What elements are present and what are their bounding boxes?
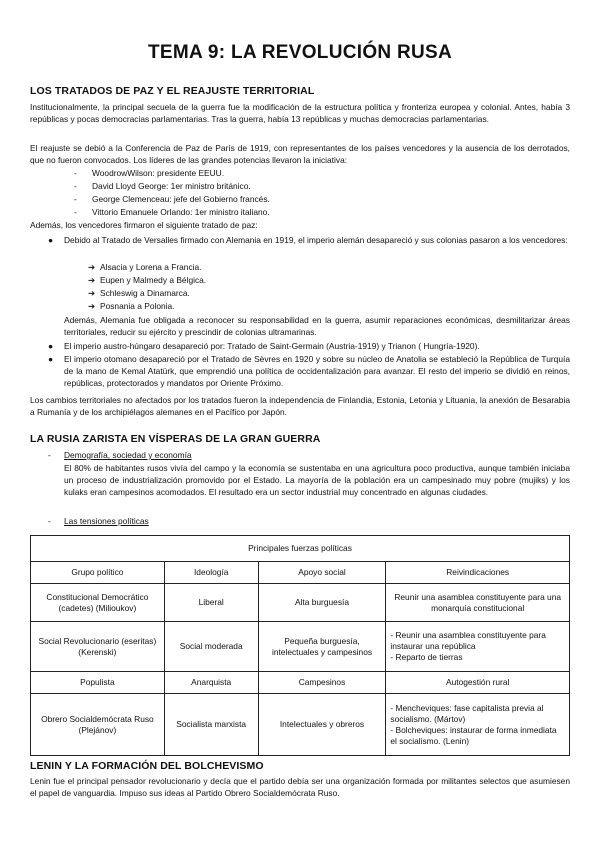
table-cell: Populista [31,672,165,694]
table-cell: Obrero Socialdemócrata Ruso (Plejánov) [31,694,165,756]
paragraph: Además, Alemania fue obligada a reconocer su responsabilidad en la guerra, asumir reparaciones económicas, desmilitarizar áreas territoriales, reducir su ejército y prescindir de colonias ultramarinas. [64,315,570,338]
arrow-icon: ➔ [88,288,96,298]
column-header: Grupo político [31,562,165,584]
table-cell: Intelectuales y obreros [258,694,386,756]
page-title: TEMA 9: LA REVOLUCIÓN RUSA [147,42,453,63]
bullet-icon: ● [48,341,54,351]
arrow-icon: ➔ [88,262,96,272]
section-heading-lenin: LENIN Y LA FORMACIÓN DEL BOLCHEVISMO [30,760,264,772]
table-row [31,584,570,622]
table-row [31,694,570,756]
paragraph: El 80% de habitantes rusos vivía del campo y la economía se sustentaba en una agricultura poco productiva, aunque también iniciaba un proceso de industrialización promovido por el Estado. La mayoría de la población era un campesinado muy pobre (mujiks) y los kulaks eran campesinos acomodados. El resultado era un sector industrial muy concentrado en algunas ciudades. [64,463,570,498]
table-cell: Reunir una asamblea constituyente para una monarquía constitucional [386,584,570,622]
table-cell: - Reunir una asamblea constituyente para instaurar una república - Reparto de tierras [386,622,570,672]
table-cell: Alta burguesía [258,584,386,622]
table-cell: Anarquista [164,672,258,694]
column-header: Ideología [164,562,258,584]
table-cell: - Mencheviques: fase capitalista previa al socialismo. (Mártov) - Bolcheviques: instaurar de forma inmediata el socialismo. (Lenin) [386,694,570,756]
bullet-icon: ● [48,235,54,245]
section-heading-treaties: LOS TRATADOS DE PAZ Y EL REAJUSTE TERRITORIAL [30,85,315,97]
bullet-icon: ● [48,354,54,364]
document-page: TEMA 9: LA REVOLUCIÓN RUSA LOS TRATADOS DE PAZ Y EL REAJUSTE TERRITORIAL Institucionalmente, la principal secuela de la guerra fue la modificación de la estructura política y fronteriza europea y colonial. Antes, había 3 repúblicas y pocas democracias parlamentarias. Tras la guerra, había 13 repúblicas y muchas democracias parlamentarias. El reajuste se debió a la Conferencia de Paz de París de 1919, con representantes de los países vencedores y la ausencia de los derrotados, que no fueron convocados. Los líderes de las grandes potencias llevaron la iniciativa: - WoodrowWilson: presidente EEUU. - David Lloyd George: 1er ministro británico. - George Clemenceau: jefe del Gobierno francés. - Vittorio Emanuele Orlando: 1er ministro italiano. Además, los vencedores firmaron el siguiente tratado de paz: ● Debido al Tratado de Versalles firmado con Alemania en 1919, el imperio alemán desapareció y sus colonias pasaron a los vencedores: ➔ Alsacia y Lorena a Francia. ➔ Eupen y Malmedy a Bélgica. ➔ Schleswig a Dinamarca. ➔ Posnania a Polonia. Además, Alemania fue obligada a reconocer su responsabilidad en la guerra, asumir reparaciones económicas, desmilitarizar áreas territoriales, reducir su ejército y prescindir de colonias ultramarinas. ● El imperio austro-húngaro desapareció por: Tratado de Saint-Germain (Austria-1919) y Trianon ( Hungría-1920). ● El imperio otomano desapareció por el Tratado de Sèvres en 1920 y sobre su núcleo de Anatolia se estableció la República de Turquía de la mano de Kemal Atatürk, que emprendió una política de occidentalización para avanzar. El resto del imperio se dividió en reinos, repúblicas, protectorados y mandatos por Oriente Próximo. Los cambios territoriales no afectados por los tratados fueron la independencia de Finlandia, Estonia, Letonia y Lituania, la anexión de Besarabia a Rumanía y de los archipiélagos alemanes en el Pacífico por Japón. LA RUSIA ZARISTA EN VÍSPERAS DE LA GRAN GUERRA - Demografía, sociedad y economía El 80% de habitantes rusos vivía del campo y la economía se sustentaba en una agricultura poco productiva, aunque también iniciaba un proceso de industrialización promovido por el Estado. La mayoría de la población era un campesinado muy pobre (mujiks) y los kulaks eran campesinos acomodados. El resultado era un sector industrial muy concentrado en algunas ciudades. - Las tensiones políticas Principales fuerzas políticas Grupo político Ideología Apoyo social Reivindicaciones Constitucional Democrático (cadetes) (Milioukov) Liberal Alta burguesía Reunir una asamblea constituyente para una monarquía constitucional Social Revolucionario (eseritas) (Kerenski) Social moderada Pequeña burguesía, intelectuales y campesinos - Reunir una asamblea constituyente para instaurar una república - Reparto de tierras Populista Anarquista Campesinos Autogestión rural Obrero Socialdemócrata Ruso (Plejánov) Socialista marxista Intelectuales y obreros - Mencheviques: fase capitalista previa al socialismo. (Mártov) - Bolcheviques: instaurar de forma inmediata el socialismo. (Lenin) LENIN Y LA FORMACIÓN DEL BOLCHEVISMO Lenin fue el principal pensador revolucionario y decía que el partido debía ser una organización formada por militantes selectos que asumiesen el papel de vanguardia. Impuso sus ideas al Partido Obrero Socialdemócrata Ruso. [0,0,600,848]
political-forces-table [30,535,570,756]
table-cell: Campesinos [258,672,386,694]
paragraph: Además, los vencedores firmaron el siguiente tratado de paz: [30,220,258,230]
column-header: Reivindicaciones [386,562,570,584]
table-cell: Autogestión rural [386,672,570,694]
table-cell: Liberal [164,584,258,622]
table-row [31,622,570,672]
paragraph: Los cambios territoriales no afectados por los tratados fueron la independencia de Finlandia, Estonia, Letonia y Lituania, la anexión de Besarabia a Rumanía y de los archipiélagos alemanes en el Pacífico por Japón. [30,395,570,418]
table-cell: Constitucional Democrático (cadetes) (Milioukov) [31,584,165,622]
paragraph: Lenin fue el principal pensador revolucionario y decía que el partido debía ser una organización formada por militantes selectos que asumiesen el papel de vanguardia. Impuso sus ideas al Partido Obrero Socialdemócrata Ruso. [30,776,570,799]
arrow-icon: ➔ [88,275,96,285]
paragraph: Institucionalmente, la principal secuela de la guerra fue la modificación de la estructura política y fronteriza europea y colonial. Antes, había 3 repúblicas y pocas democracias parlamentarias. Tras la guerra, había 13 repúblicas y muchas democracias parlamentarias. [30,102,570,125]
paragraph: El reajuste se debió a la Conferencia de Paz de París de 1919, con representantes de los países vencedores y la ausencia de los derrotados, que no fueron convocados. Los líderes de las grandes potencias llevaron la iniciativa: [30,143,570,166]
section-heading-tsarist-russia: LA RUSIA ZARISTA EN VÍSPERAS DE LA GRAN GUERRA [30,433,321,445]
table-caption: Principales fuerzas políticas [31,536,570,562]
table-cell: Socialista marxista [164,694,258,756]
table-row [31,672,570,694]
arrow-icon: ➔ [88,301,96,311]
table-cell: Pequeña burguesía, intelectuales y campesinos [258,622,386,672]
table-cell: Social Revolucionario (eseritas) (Kerenski) [31,622,165,672]
column-header: Apoyo social [258,562,386,584]
table-header-row [31,562,570,584]
table-cell: Social moderada [164,622,258,672]
